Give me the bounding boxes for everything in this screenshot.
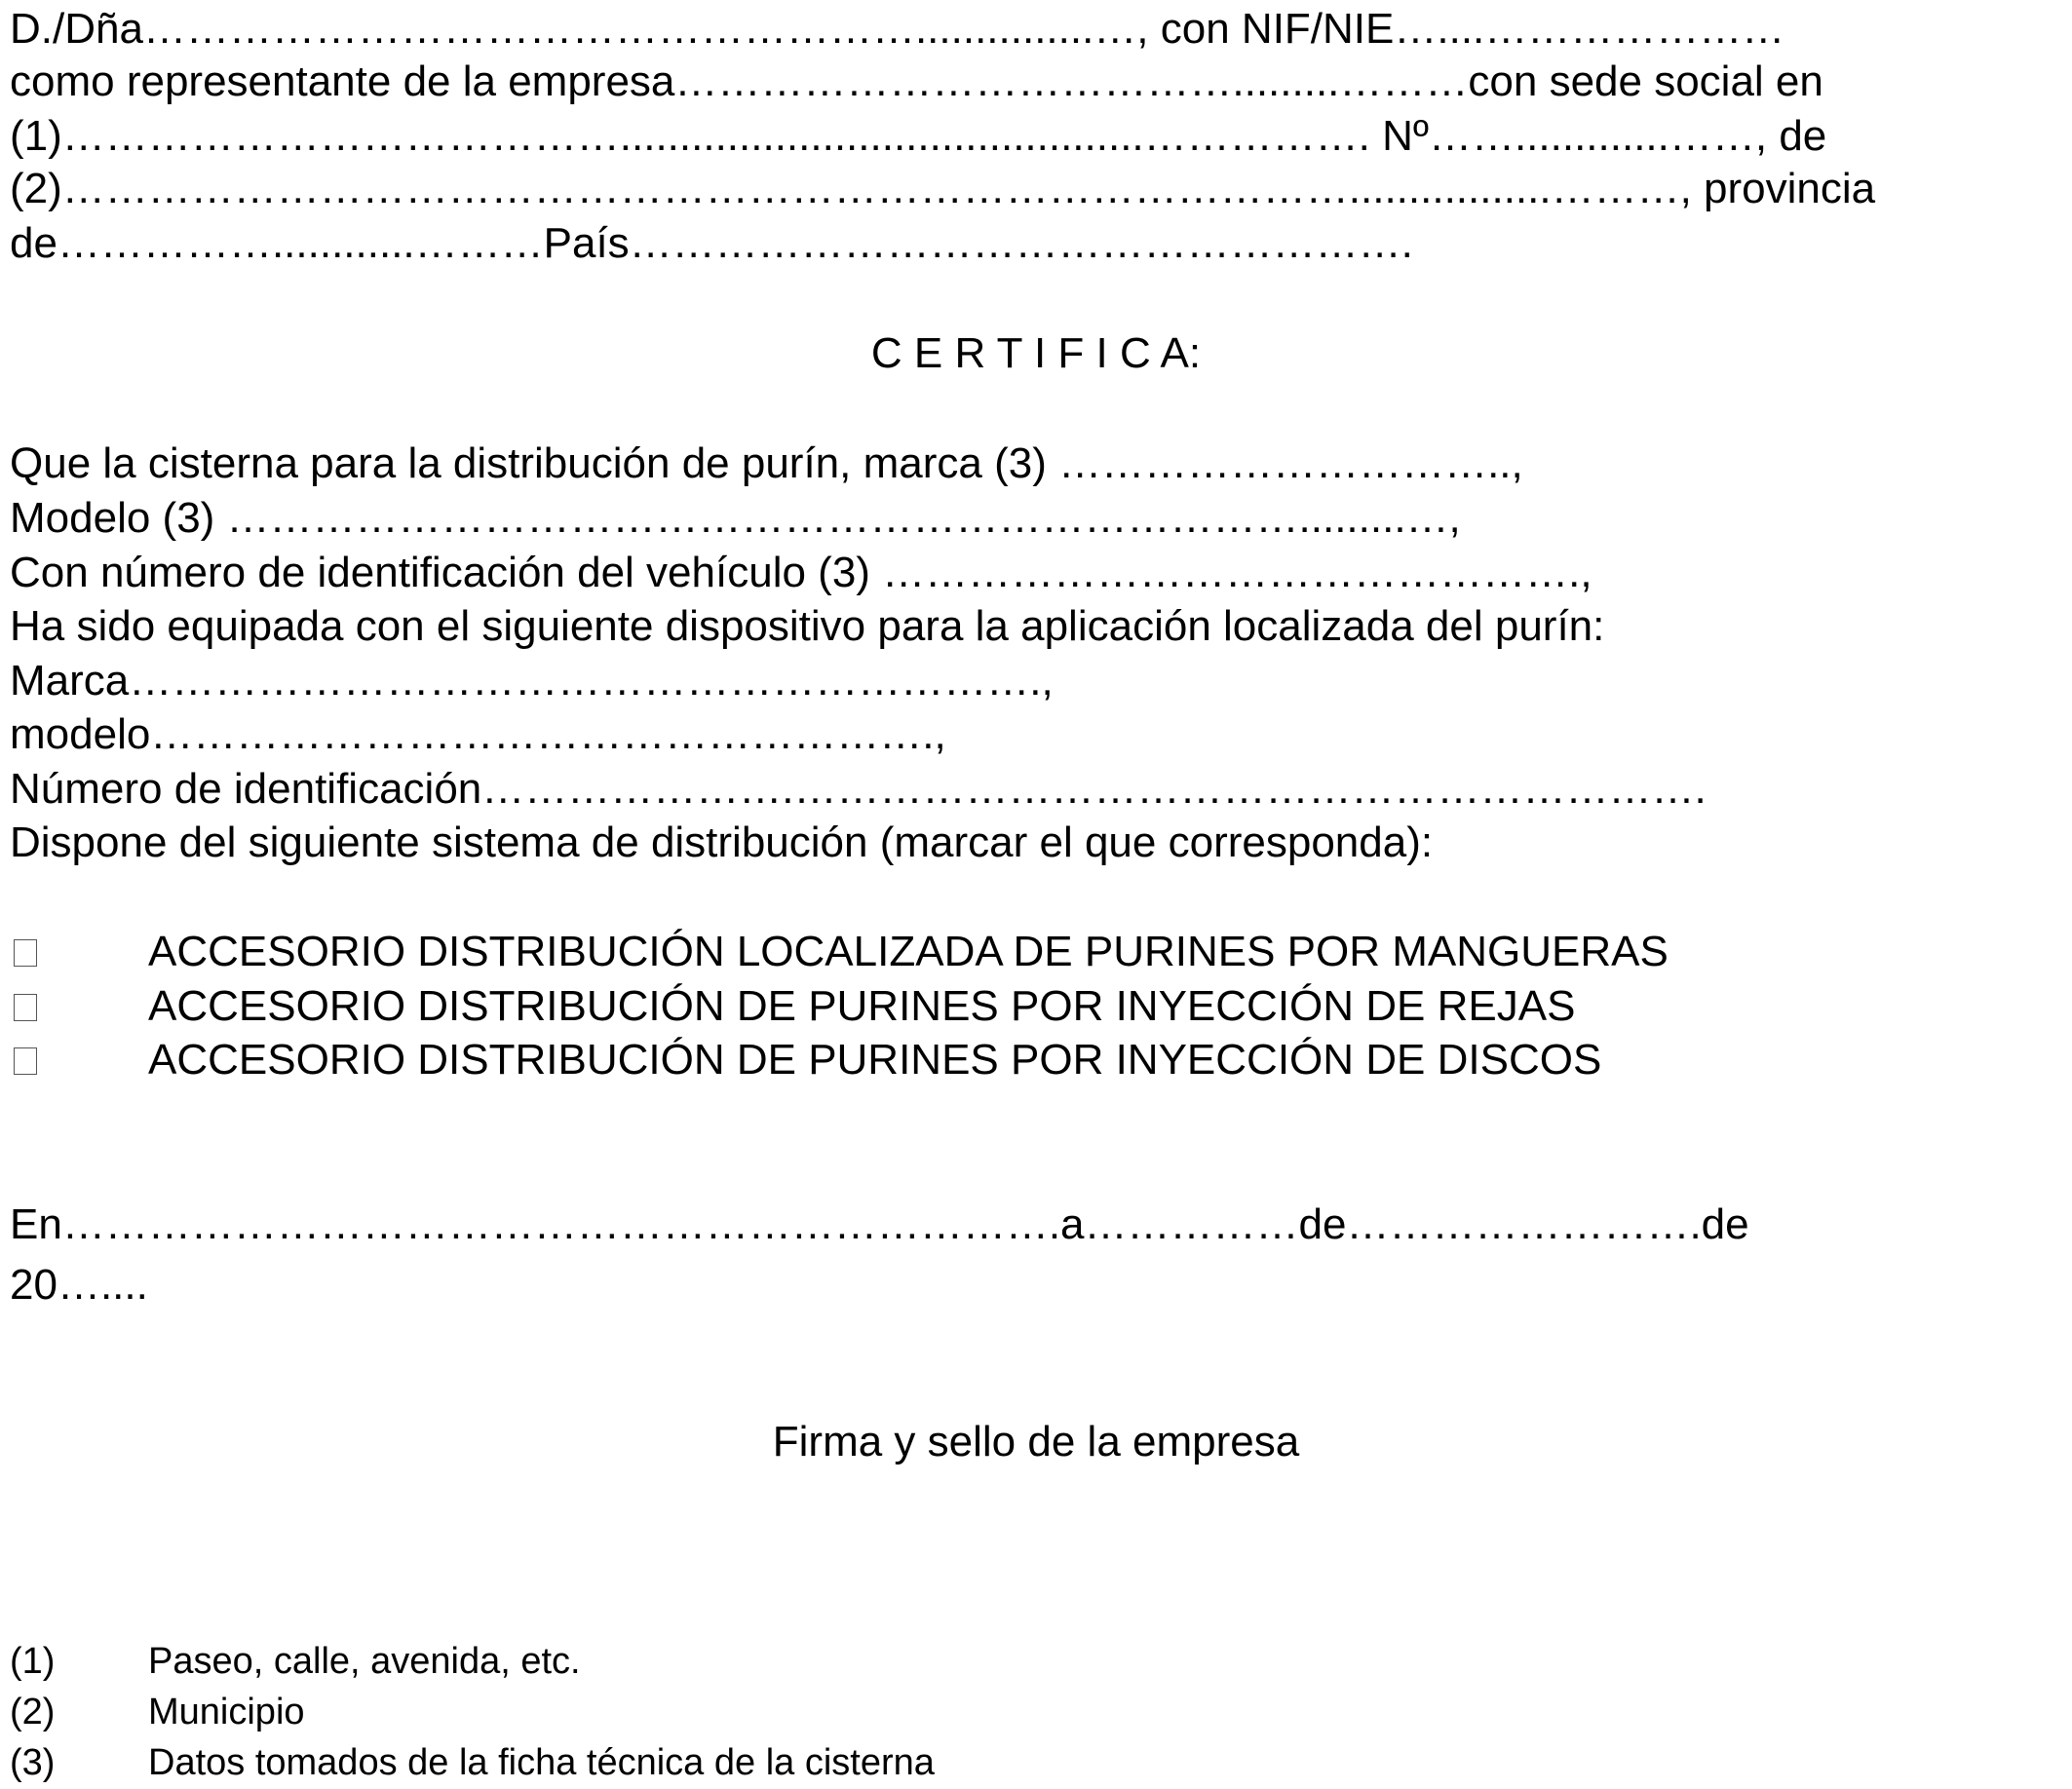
footnote-2-text: Municipio (148, 1692, 305, 1732)
checkbox-rejas[interactable] (14, 994, 37, 1021)
footnote-3-number: (3) (10, 1742, 56, 1783)
header-line-1: D./Dña………………………………………………...............…, con NIF/NIE…....………………… (10, 5, 1785, 53)
certifica-heading: C E R T I F I C A: (870, 329, 1202, 377)
header-line-5: de……………............………País………………………………………………. (10, 219, 1413, 267)
firma-label: Firma y sello de la empresa (772, 1418, 1300, 1465)
vehiculo-id-line: Con número de identificación del vehículo (3) …………………………………………., (10, 549, 1592, 596)
dispositivo-numero-line: Número de identificación………………….………………………………………………………. (10, 765, 1707, 813)
header-line-3: (1)…………………………………............................................……………. Nº…….............……, de (10, 112, 1827, 160)
footnote-3-text: Datos tomados de la ficha técnica de la cisterna (148, 1742, 935, 1783)
footnote-1-number: (1) (10, 1641, 56, 1682)
checkbox-discos[interactable] (14, 1047, 37, 1075)
option-rejas-label: ACCESORIO DISTRIBUCIÓN DE PURINES POR INYECCIÓN DE REJAS (148, 982, 1576, 1030)
option-discos-label: ACCESORIO DISTRIBUCIÓN DE PURINES POR INYECCIÓN DE DISCOS (148, 1036, 1602, 1084)
footnote-2-number: (2) (10, 1692, 56, 1732)
dispositivo-marca-line: Marca………………………………………………………., (10, 657, 1054, 704)
dispositivo-modelo-line: modelo………………………………………………., (10, 710, 946, 758)
cisterna-marca-line: Que la cisterna para la distribución de purín, marca (3) ………………………….., (10, 439, 1523, 487)
cisterna-modelo-line: Modelo (3) ………………………………………………………………….........…, (10, 494, 1461, 542)
option-mangueras-label: ACCESORIO DISTRIBUCIÓN LOCALIZADA DE PURINES POR MANGUERAS (148, 928, 1669, 975)
header-line-4: (2)……………………………………………………………………………….................………, provincia (10, 165, 1876, 212)
footnote-1-text: Paseo, calle, avenida, etc. (148, 1641, 581, 1682)
equipada-line: Ha sido equipada con el siguiente dispositivo para la aplicación localizada del purín: (10, 602, 1605, 650)
fecha-line-2: 20….... (10, 1261, 148, 1309)
checkbox-mangueras[interactable] (14, 939, 37, 967)
fecha-line-1: En…………………………………………………………….a……………de…………………….de (10, 1200, 1749, 1248)
header-line-2: como representante de la empresa………………………………….........………con sede social en (10, 57, 1823, 105)
dispone-line: Dispone del siguiente sistema de distribución (marcar el que corresponda): (10, 818, 1434, 866)
